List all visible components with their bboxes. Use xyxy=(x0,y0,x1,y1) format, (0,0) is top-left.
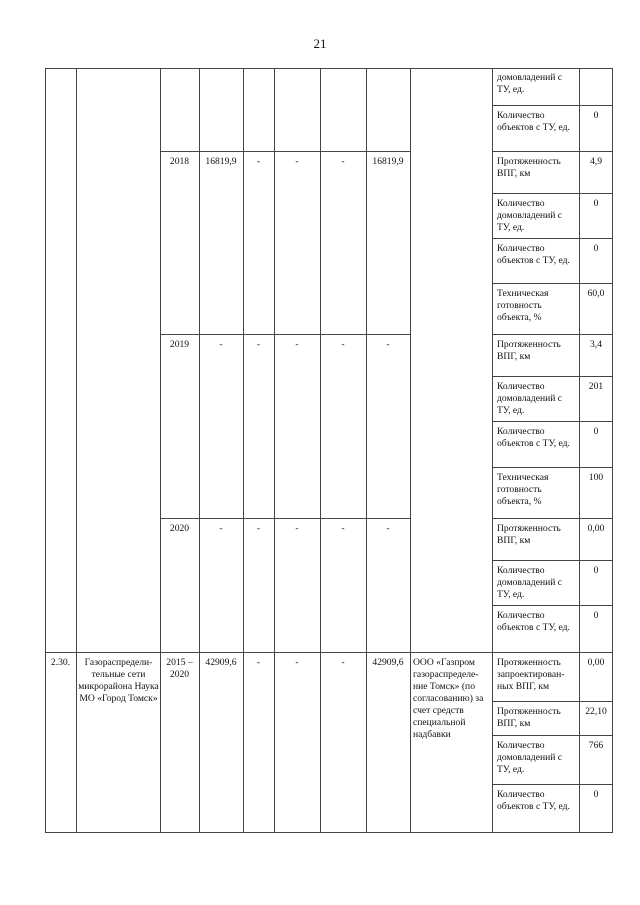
table-hline xyxy=(160,151,410,152)
indicator-value: 0 xyxy=(593,610,599,621)
total-cell: - xyxy=(219,523,223,534)
indicator-label: Количество объектов с ТУ, ед. xyxy=(497,243,570,266)
indicator-value: 0 xyxy=(593,243,599,254)
indicator-value: 100 xyxy=(588,472,604,483)
indicator-value: 766 xyxy=(588,740,604,751)
indicator-value: 0 xyxy=(593,789,599,800)
fb-cell: - xyxy=(256,339,261,350)
table-hline xyxy=(492,784,613,785)
indicator-value: 0 xyxy=(593,198,599,209)
table-hline xyxy=(492,467,613,468)
indicator-label: Количество объектов с ТУ, ед. xyxy=(497,610,570,633)
indicator-label: Техническая готовность объекта, % xyxy=(497,472,549,507)
indicator-label: Количество объектов с ТУ, ед. xyxy=(497,789,570,812)
table-vline xyxy=(243,68,244,833)
indicator-label: Количество объектов с ТУ, ед. xyxy=(497,426,570,449)
year-cell: 2019 xyxy=(169,339,190,350)
table-hline xyxy=(492,193,613,194)
fb-cell: - xyxy=(256,156,261,167)
table-hline xyxy=(45,832,613,833)
ob-cell: - xyxy=(295,523,299,534)
ob-cell: - xyxy=(295,339,299,350)
table-vline xyxy=(612,68,613,833)
mb-cell: - xyxy=(341,156,345,167)
indicator-value: 60,0 xyxy=(587,288,605,299)
indicator-label: Протяженность ВПГ, км xyxy=(497,156,561,179)
mb-cell: - xyxy=(341,657,345,668)
indicator-value: 22,10 xyxy=(585,706,607,717)
vb-cell: 16819,9 xyxy=(372,156,404,167)
table-hline xyxy=(492,421,613,422)
item-number: 2.30. xyxy=(50,657,71,668)
vb-cell: 42909,6 xyxy=(372,657,404,668)
table-hline xyxy=(45,652,613,653)
fb-cell: - xyxy=(256,523,261,534)
indicator-label: домовладений с ТУ, ед. xyxy=(497,72,563,95)
table-hline xyxy=(492,105,613,106)
total-cell: 42909,6 xyxy=(205,657,237,668)
table-vline xyxy=(160,68,161,833)
table-hline xyxy=(492,283,613,284)
total-cell: - xyxy=(219,339,223,350)
indicator-label: Количество домовладений с ТУ, ед. xyxy=(497,198,563,233)
year-cell: 2020 xyxy=(169,523,190,534)
table-hline xyxy=(492,238,613,239)
indicator-label: Протяженность ВПГ, км xyxy=(497,339,561,362)
mb-cell: - xyxy=(341,523,345,534)
indicator-label: Количество домовладений с ТУ, ед. xyxy=(497,565,563,600)
table-vline xyxy=(274,68,275,833)
table-hline xyxy=(160,334,410,335)
indicator-label: Протяженность запроектирован-ных ВПГ, км xyxy=(497,657,565,692)
table-hline xyxy=(492,701,613,702)
table-hline xyxy=(492,605,613,606)
indicator-value: 0 xyxy=(593,110,599,121)
table-vline xyxy=(199,68,200,833)
page-number: 21 xyxy=(313,36,327,51)
indicator-value: 0,00 xyxy=(587,523,605,534)
table-hline xyxy=(45,68,613,69)
table-hline xyxy=(492,735,613,736)
total-cell: 16819,9 xyxy=(205,156,237,167)
table-vline xyxy=(320,68,321,833)
indicator-value: 4,9 xyxy=(590,156,602,167)
table-hline xyxy=(492,376,613,377)
table-vline xyxy=(366,68,367,833)
table-vline xyxy=(492,68,493,833)
ob-cell: - xyxy=(295,156,299,167)
vb-cell: - xyxy=(386,339,390,350)
fb-cell: - xyxy=(256,657,261,668)
mb-cell: - xyxy=(341,339,345,350)
table-vline xyxy=(76,68,77,833)
program-table xyxy=(45,68,613,833)
item-executor: ООО «Газпром газораспределе-ние Томск» (по согласованию) за счет средств специальной надбавки xyxy=(413,657,484,740)
table-hline xyxy=(492,151,613,152)
indicator-label: Количество объектов с ТУ, ед. xyxy=(497,110,570,133)
indicator-label: Протяженность ВПГ, км xyxy=(497,706,561,729)
indicator-value: 0,00 xyxy=(587,657,605,668)
ob-cell: - xyxy=(295,657,299,668)
item-name: Газораспредели-тельные сети микрорайона Наука МО «Город Томск» xyxy=(78,657,159,704)
year-cell: 2018 xyxy=(169,156,190,167)
indicator-label: Техническая готовность объекта, % xyxy=(497,288,549,323)
indicator-label: Протяженность ВПГ, км xyxy=(497,523,561,546)
table-vline xyxy=(45,68,46,833)
indicator-value: 3,4 xyxy=(590,339,602,350)
vb-cell: - xyxy=(386,523,390,534)
indicator-label: Количество домовладений с ТУ, ед. xyxy=(497,381,563,416)
indicator-value: 201 xyxy=(588,381,604,392)
table-vline xyxy=(579,68,580,833)
table-hline xyxy=(492,518,613,519)
table-vline xyxy=(410,68,411,833)
item-period: 2015 – 2020 xyxy=(166,657,193,680)
indicator-label: Количество домовладений с ТУ, ед. xyxy=(497,740,563,775)
table-hline xyxy=(160,518,410,519)
indicator-value: 0 xyxy=(593,426,599,437)
table-hline xyxy=(492,334,613,335)
indicator-value: 0 xyxy=(593,565,599,576)
table-hline xyxy=(492,560,613,561)
